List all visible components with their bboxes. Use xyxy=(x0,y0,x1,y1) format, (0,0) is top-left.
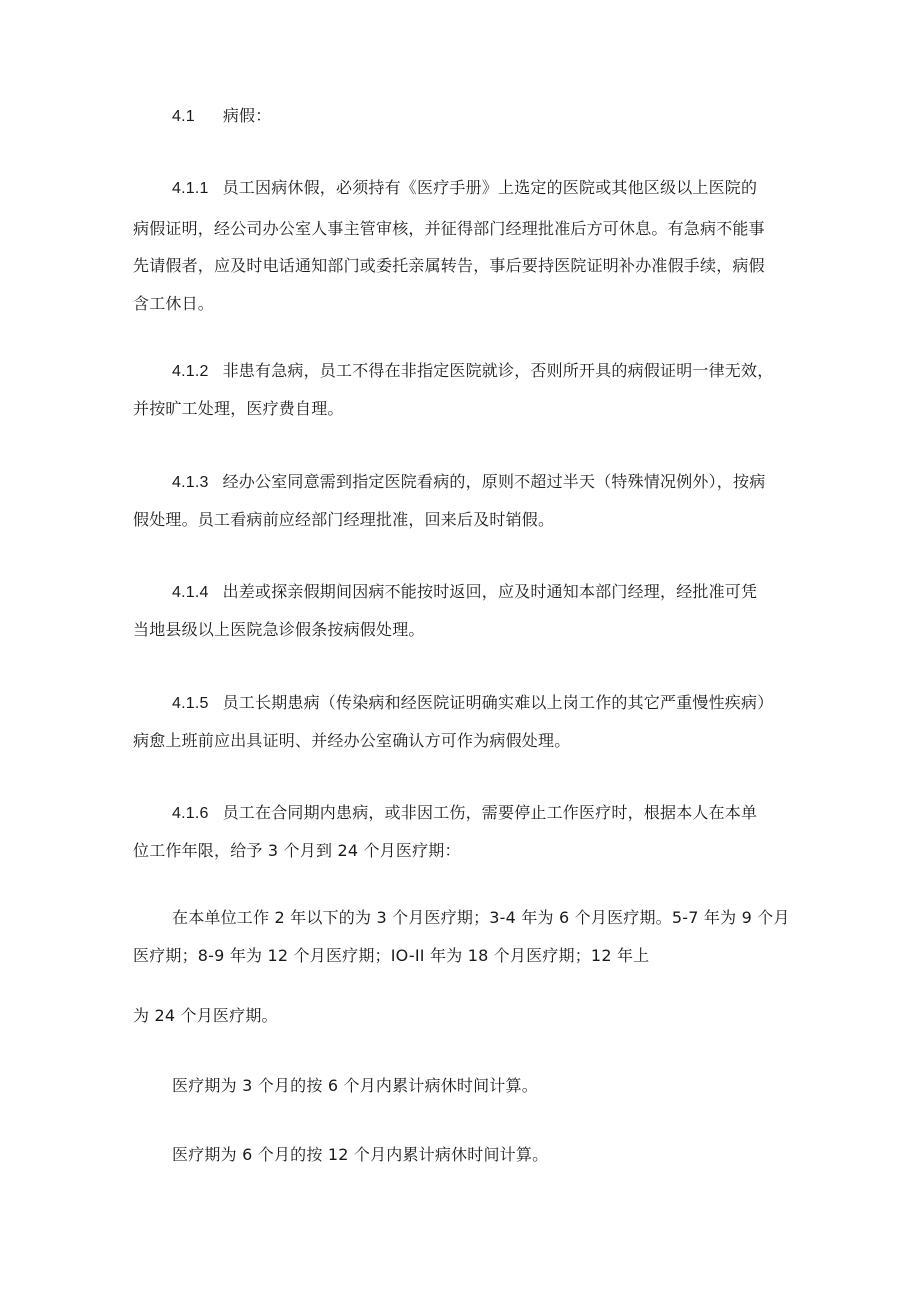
clause-number: 4.1.3 xyxy=(172,474,209,491)
rule-3-month-period: 医疗期为 3 个月的按 6 个月内累计病休时间计算。 xyxy=(172,1076,538,1095)
clause-4-1-6-line-2: 位工作年限，给予 3 个月到 24 个月医疗期： xyxy=(133,841,461,860)
clause-number: 4.1.5 xyxy=(172,695,209,712)
clause-text: 出差或探亲假期间因病不能按时返回，应及时通知本部门经理，经批准可凭 xyxy=(222,582,758,601)
clause-number: 4.1.2 xyxy=(172,363,209,380)
clause-4-1-5-line-2: 病愈上班前应出具证明、并经办公室确认方可作为病假处理。 xyxy=(133,731,571,750)
section-number: 4.1 xyxy=(172,108,195,125)
clause-4-1-1-line-1 xyxy=(172,178,757,199)
clause-4-1-4-line-2: 当地县级以上医院急诊假条按病假处理。 xyxy=(133,620,425,639)
clause-4-1-1-line-4: 含工休日。 xyxy=(133,294,215,313)
tenure-paragraph-line-3: 为 24 个月医疗期。 xyxy=(133,1006,278,1025)
section-title: 病假： xyxy=(222,106,272,125)
clause-text: 员工因病休假，必须持有《医疗手册》上选定的医院或其他区级以上医院的 xyxy=(222,178,758,197)
rule-6-month-period: 医疗期为 6 个月的按 12 个月内累计病休时间计算。 xyxy=(172,1145,549,1164)
clause-number: 4.1.4 xyxy=(172,584,209,601)
clause-4-1-2-line-1 xyxy=(172,361,773,382)
clause-4-1-3-line-1 xyxy=(172,472,765,493)
clause-4-1-4-line-1 xyxy=(172,582,757,603)
section-heading-4-1 xyxy=(172,106,271,127)
clause-text: 员工在合同期内患病，或非因工伤，需要停止工作医疗时，根据本人在本单 xyxy=(222,803,758,822)
tenure-paragraph-line-1: 在本单位工作 2 年以下的为 3 个月医疗期；3-4 年为 6 个月医疗期。5-7 年为 9 个月 xyxy=(172,908,790,927)
clause-4-1-5-line-1 xyxy=(172,693,773,714)
clause-4-1-3-line-2: 假处理。员工看病前应经部门经理批准，回来后及时销假。 xyxy=(133,510,555,529)
clause-text: 非患有急病，员工不得在非指定医院就诊，否则所开具的病假证明一律无效， xyxy=(222,361,774,380)
clause-text: 员工长期患病（传染病和经医院证明确实难以上岗工作的其它严重慢性疾病） xyxy=(222,693,774,712)
tenure-paragraph-line-2: 医疗期；8-9 年为 12 个月医疗期；IO-II 年为 18 个月医疗期；12 年上 xyxy=(133,946,650,965)
clause-number: 4.1.6 xyxy=(172,805,209,822)
clause-4-1-6-line-1 xyxy=(172,803,757,824)
clause-4-1-2-line-2: 并按旷工处理，医疗费自理。 xyxy=(133,399,344,418)
clause-4-1-1-line-2: 病假证明，经公司办公室人事主管审核，并征得部门经理批准后方可休息。有急病不能事 xyxy=(133,219,765,238)
clause-number: 4.1.1 xyxy=(172,180,209,197)
clause-4-1-1-line-3: 先请假者，应及时电话通知部门或委托亲属转告，事后要持医院证明补办准假手续，病假 xyxy=(133,256,765,275)
clause-text: 经办公室同意需到指定医院看病的，原则不超过半天（特殊情况例外），按病 xyxy=(222,472,766,491)
